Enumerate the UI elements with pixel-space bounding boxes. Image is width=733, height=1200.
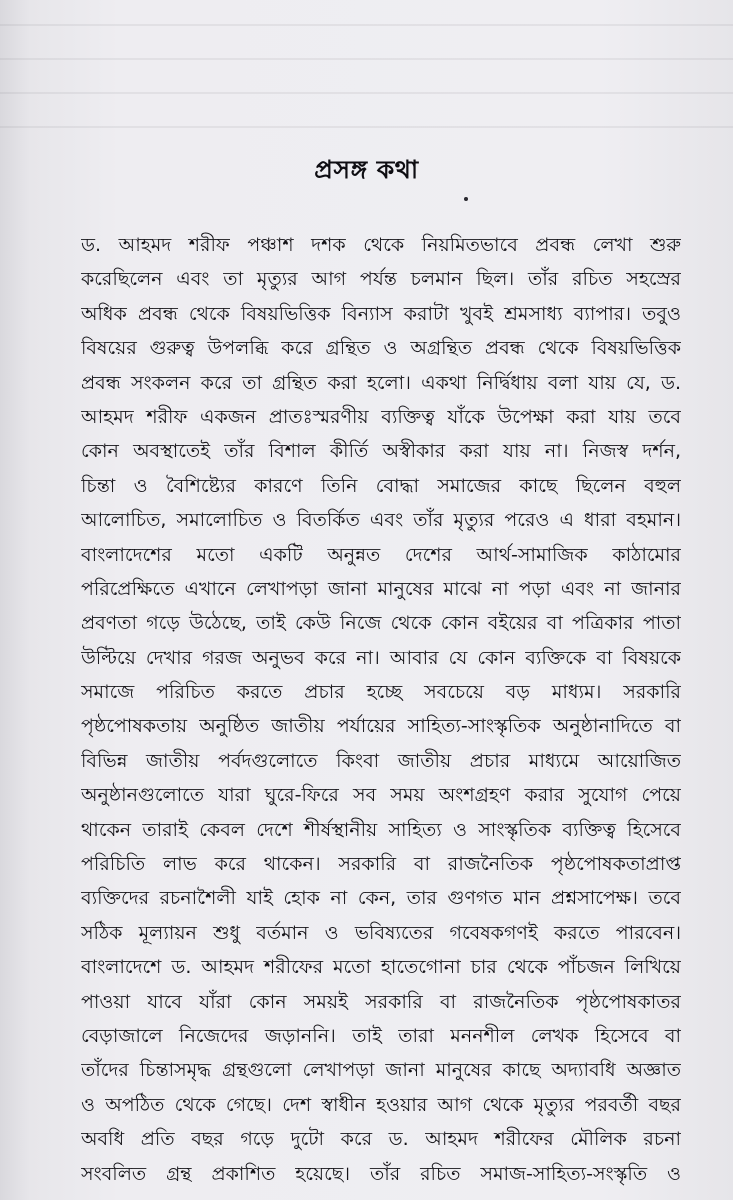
text-line: সংবলিত গ্রন্থ প্রকাশিত হয়েছে। তাঁর রচিত সমাজ-সাহিত্য-সংস্কৃতি ও	[81, 1162, 681, 1185]
page-title: প্রসঙ্গ কথা	[314, 155, 419, 184]
title-dot	[464, 197, 468, 201]
show-through-text	[0, 0, 733, 150]
text-line: অনুষ্ঠানগুলোতে যারা ঘুরে-ফিরে সব সময় অংশগ্রহণ করার সুযোগ পেয়ে	[81, 784, 681, 807]
text-line: ব্যক্তিদের রচনাশৈলী যাই হোক না কেন, তার গুণগত মান প্রশ্নসাপেক্ষ। তবে	[81, 887, 681, 910]
text-line: ড. আহমদ শরীফ পঞ্চাশ দশক থেকে নিয়মিতভাবে প্রবন্ধ লেখা শুরু	[81, 234, 681, 256]
text-line: বেড়াজালে নিজেদের জড়াননি। তাই তারা মননশীল লেখক হিসেবে বা	[81, 1024, 681, 1047]
text-line: তাঁদের চিন্তাসমৃদ্ধ গ্রন্থগুলো লেখাপড়া জানা মানুষের কাছে অদ্যাবধি অজ্ঞাত	[81, 1059, 681, 1082]
text-line: সমাজে পরিচিত করতে প্রচার হচ্ছে সবচেয়ে বড় মাধ্যম। সরকারি	[81, 681, 681, 704]
text-line: পৃষ্ঠপোষকতায় অনুষ্ঠিত জাতীয় পর্যায়ের সাহিত্য-সাংস্কৃতিক অনুষ্ঠানাদিতে বা	[81, 715, 681, 738]
text-line: অবধি প্রতি বছর গড়ে দুটো করে ড. আহমদ শরীফের মৌলিক রচনা	[81, 1128, 681, 1151]
text-line: পরিচিতি লাভ করে থাকেন। সরকারি বা রাজনৈতিক পৃষ্ঠপোষকতাপ্রাপ্ত	[81, 853, 681, 876]
text-line: বিষয়ের গুরুত্ব উপলব্ধি করে গ্রন্থিত ও অগ্রন্থিত প্রবন্ধ থেকে বিষয়ভিত্তিক	[81, 337, 681, 360]
text-line: প্রবণতা গড়ে উঠেছে, তাই কেউ নিজে থেকে কোন বইয়ের বা পত্রিকার পাতা	[81, 612, 681, 635]
text-line: বিভিন্ন জাতীয় পর্বদগুলোতে কিংবা জাতীয় প্রচার মাধ্যমে আয়োজিত	[81, 749, 681, 772]
body-text	[81, 228, 681, 1191]
text-line: বাংলাদেশে ড. আহমদ শরীফের মতো হাতেগোনা চার থেকে পাঁচজন লিখিয়ে	[81, 956, 681, 979]
text-line: চিন্তা ও বৈশিষ্ট্যের কারণে তিনি বোদ্ধা সমাজের কাছে ছিলেন বহুল	[81, 474, 681, 497]
text-line: প্রবন্ধ সংকলন করে তা গ্রন্থিত করা হলো। একথা নির্দ্বিধায় বলা যায় যে, ড.	[81, 371, 681, 394]
text-line: আহমদ শরীফ একজন প্রাতঃস্মরণীয় ব্যক্তিত্ব যাঁকে উপেক্ষা করা যায় তবে	[81, 405, 681, 428]
text-line: করেছিলেন এবং তা মৃত্যুর আগ পর্যন্ত চলমান ছিল। তাঁর রচিত সহস্রের	[81, 268, 681, 291]
text-line: সঠিক মূল্যায়ন শুধু বর্তমান ও ভবিষ্যতের গবেষকগণই করতে পারবেন।	[81, 921, 681, 944]
text-line: উল্টিয়ে দেখার গরজ অনুভব করে না। আবার যে কোন ব্যক্তিকে বা বিষয়কে	[81, 646, 681, 669]
text-line: পরিপ্রেক্ষিতে এখানে লেখাপড়া জানা মানুষের মাঝে না পড়া এবং না জানার	[81, 577, 681, 600]
text-line: আলোচিত, সমালোচিত ও বিতর্কিত এবং তাঁর মৃত্যুর পরেও এ ধারা বহমান।	[81, 509, 681, 532]
text-line: অধিক প্রবন্ধ থেকে বিষয়ভিত্তিক বিন্যাস করাটা খুবই শ্রমসাধ্য ব্যাপার। তবুও	[81, 302, 681, 325]
text-line: কোন অবস্থাতেই তাঁর বিশাল কীর্তি অস্বীকার করা যায় না। নিজস্ব দর্শন,	[81, 440, 681, 463]
text-line: থাকেন তারাই কেবল দেশে শীর্ষস্থানীয় সাহিত্য ও সাংস্কৃতিক ব্যক্তিত্ব হিসেবে	[81, 818, 681, 841]
text-line: বাংলাদেশের মতো একটি অনুন্নত দেশের আর্থ-সামাজিক কাঠামোর	[81, 543, 681, 566]
text-line: ও অপঠিত থেকে গেছে। দেশ স্বাধীন হওয়ার আগ থেকে মৃত্যুর পরবর্তী বছর	[81, 1093, 681, 1116]
text-line: পাওয়া যাবে যাঁরা কোন সময়ই সরকারি বা রাজনৈতিক পৃষ্ঠপোষকাতর	[81, 990, 681, 1013]
